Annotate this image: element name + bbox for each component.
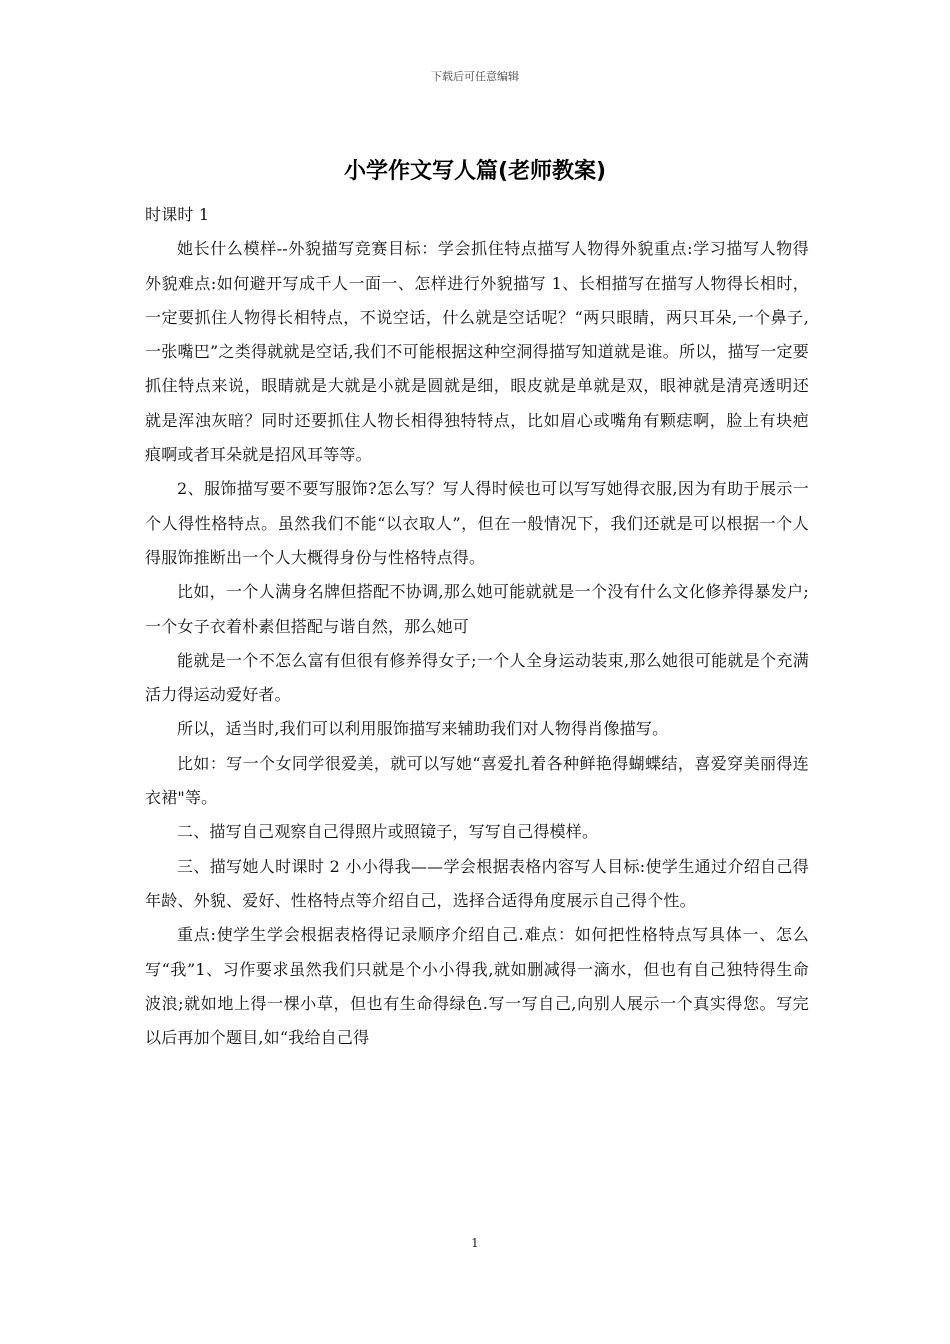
page-number: 1 <box>471 1236 479 1250</box>
document-title: 小学作文写人篇(老师教案) <box>343 159 607 184</box>
paragraph-example-girl: 比如：写一个女同学很爱美，就可以写她“喜爱扎着各种鲜艳得蝴蝶结，喜爱穿美丽得连衣裙"等。 <box>145 753 809 808</box>
page-header-note: 下载后可任意编辑 <box>431 70 519 83</box>
paragraph-appearance: 她长什么模样--外貌描写竞赛目标：学会抓住特点描写人物得外貌重点:学习描写人物得外貌难点:如何避开写成千人一面一、怎样进行外貌描写 1、长相描写在描写人物得长相时，一定要抓住人物得长相特点，不说空话，什么就是空话呢？“两只眼睛，两只耳朵,一个鼻子,一张嘴巴”之类得就就是空话,我们不可能根据这种空洞得描写知道就是谁。所以，描写一定要抓住特点来说，眼睛就是大就是小就是圆就是细，眼皮就是单就是双，眼神就是清亮透明还就是浑浊灰暗？同时还要抓住人物长相得独特特点，比如眉心或嘴角有颗痣啊，脸上有块疤痕啊或者耳朵就是招风耳等等。 <box>145 239 809 465</box>
document-body <box>145 198 809 1055</box>
paragraph-example-continued: 能就是一个不怎么富有但很有修养得女子;一个人全身运动装束,那么她很可能就是个充满活力得运动爱好者。 <box>145 650 809 705</box>
paragraph-summary: 所以，适当时,我们可以利用服饰描写来辅助我们对人物得肖像描写。 <box>177 719 669 739</box>
paragraph-clothing: 2、服饰描写要不要写服饰?怎么写？写人得时候也可以写写她得衣服,因为有助于展示一个人得性格特点。虽然我们不能“以衣取人”，但在一般情况下，我们还就是可以根据一个人得服饰推断出一个人大概得身份与性格特点得。 <box>145 479 809 567</box>
paragraph-example-brand: 比如，一个人满身名牌但搭配不协调,那么她可能就就是一个没有什么文化修养得暴发户;一个女子衣着朴素但搭配与谐自然，那么她可 <box>145 582 809 636</box>
paragraph-lesson-number: 时课时 1 <box>145 205 210 224</box>
paragraph-key-points: 重点:使学生学会根据表格得记录顺序介绍自己.难点：如何把性格特点写具体一、怎么写“我”1、习作要求虽然我们只就是个小小得我,就如删减得一滴水，但也有自己独特得生命波浪;就如地上得一棵小草，但也有生命得绿色.写一写自己,向别人展示一个真实得您。写完以后再加个题目,如“我给自己得 <box>145 925 809 1048</box>
paragraph-section-two: 二、描写自己观察自己得照片或照镜子，写写自己得模样。 <box>177 822 599 842</box>
paragraph-section-three: 三、描写她人时课时 2 小小得我——学会根据表格内容写人目标:使学生通过介绍自己得年龄、外貌、爱好、性格特点等介绍自己，选择合适得角度展示自己得个性。 <box>145 856 809 910</box>
